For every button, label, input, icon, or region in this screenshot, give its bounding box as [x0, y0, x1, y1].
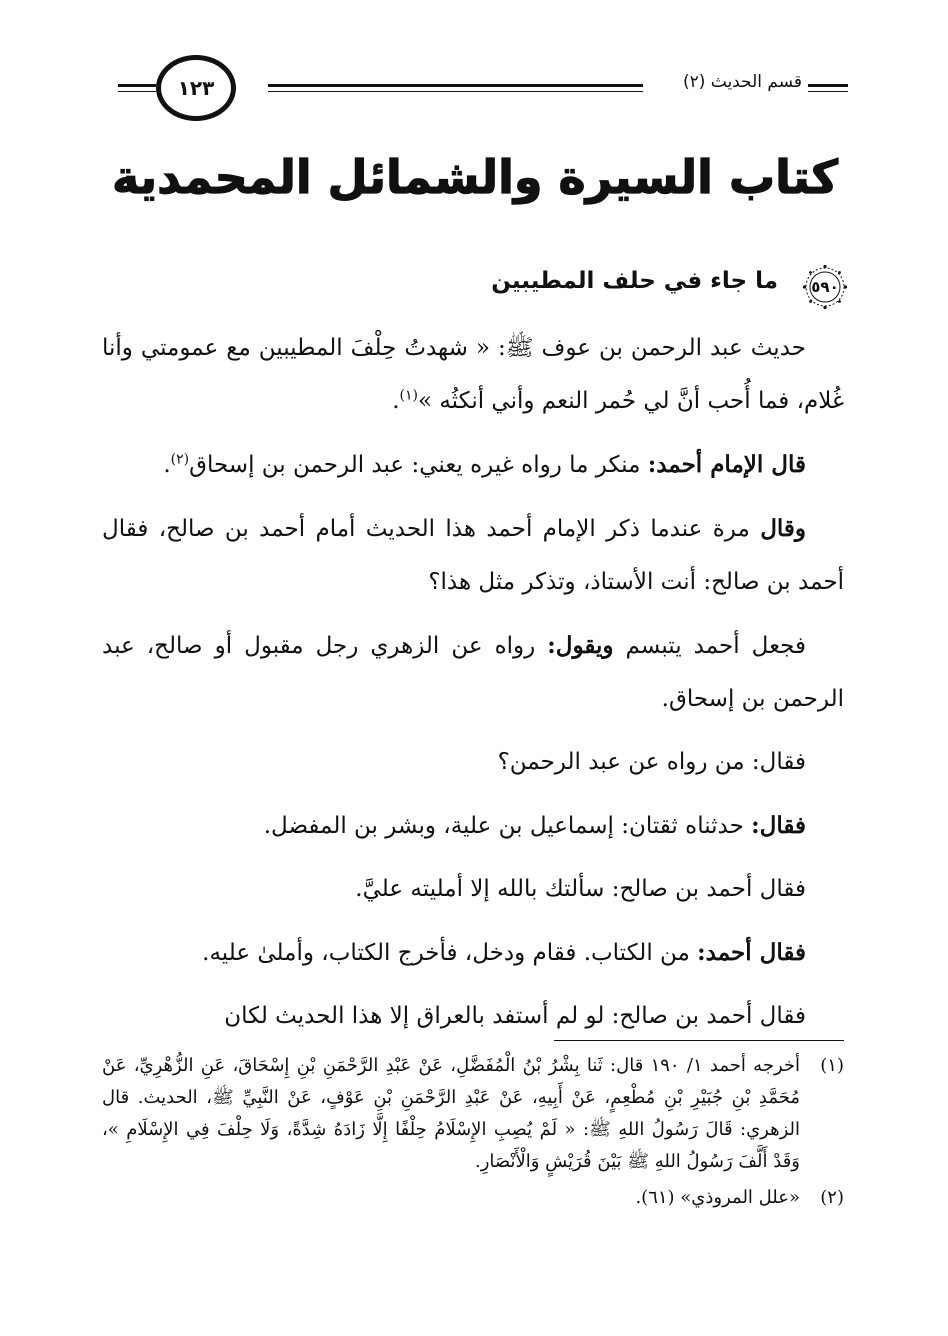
paragraph-4: [102, 619, 844, 726]
paragraph-text: حدثناه ثقتان: إسماعيل بن علية، وبشر بن المفضل.: [263, 813, 744, 839]
paragraph-text: من الكتاب. فقام ودخل، فأخرج الكتاب، وأملىٰ عليه.: [202, 940, 690, 966]
speaker-label: وقال: [760, 515, 807, 542]
paragraph-text: فقال: من رواه عن عبد الرحمن؟: [497, 749, 806, 775]
section-title: قسم الحديث (٢): [682, 72, 802, 92]
paragraph-end: .: [163, 452, 171, 478]
footnotes: [102, 1050, 844, 1218]
paragraph-5: [102, 736, 844, 789]
footnote-ref[interactable]: (١): [399, 387, 418, 404]
chapter-title: ما جاء في حلف المطيبين: [491, 268, 778, 294]
paragraph-text: فقال أحمد بن صالح: سألتك بالله إلا أمليته عليَّ.: [355, 876, 806, 902]
paragraph-7: [102, 863, 844, 916]
speaker-label: ويقول:: [547, 632, 614, 659]
paragraph-text: رواه عن الزهري رجل مقبول أو صالح، عبد الرحمن بن إسحاق.: [102, 633, 844, 712]
paragraph-1: [102, 322, 844, 428]
footnote-separator: [554, 1040, 844, 1041]
footnote-text: «علل المروذي» (٦١).: [635, 1187, 800, 1208]
page-number: ١٢٣: [156, 55, 236, 121]
chapter-heading: [288, 264, 848, 314]
speaker-label: فقال أحمد:: [697, 939, 806, 966]
paragraph-8: [102, 926, 844, 980]
chapter-number: ٥٩٠: [811, 278, 839, 296]
paragraph-2: [102, 438, 844, 492]
footnote-mark: (١): [820, 1055, 844, 1076]
paragraph-text: حديث عبد الرحمن بن عوف ﷺ: « شهدتُ حِلْفَ المطيبين مع عمومتي وأنا غُلام، فما أُحب أنَّ لي حُمر النعم وأني أنكثُه »: [102, 335, 844, 414]
paragraph-text: مرة عندما ذكر الإمام أحمد هذا الحديث أمام أحمد بن صالح، فقال أحمد بن صالح: أنت الأستاذ، وتذكر مثل هذا؟: [102, 516, 844, 595]
speaker-label: فقال:: [751, 812, 806, 839]
footnote-2: [102, 1182, 844, 1214]
paragraph-end: .: [392, 388, 400, 414]
speaker-label: قال الإمام أحمد:: [647, 451, 806, 478]
header-rule-left: [118, 84, 156, 87]
footnote-ref[interactable]: (٢): [170, 451, 190, 468]
footnote-1: [102, 1050, 844, 1178]
paragraph-text: منكر ما رواه غيره يعني: عبد الرحمن بن إسحاق: [189, 452, 641, 478]
book-title: كتاب السيرة والشمائل المحمدية: [112, 150, 838, 204]
header-rule-middle: [268, 84, 643, 87]
paragraph-9: [102, 990, 844, 1043]
footnote-mark: (٢): [820, 1187, 844, 1208]
paragraph-6: [102, 799, 844, 853]
paragraph-prefix: فجعل أحمد يتبسم: [625, 633, 807, 659]
main-text: [102, 322, 844, 1053]
paragraph-3: [102, 502, 844, 609]
paragraph-text: فقال أحمد بن صالح: لو لم أستفد بالعراق إلا هذا الحديث لكان: [224, 1003, 806, 1029]
running-header: [118, 52, 848, 122]
footnote-text: أخرجه أحمد ١/ ١٩٠ قال: ثَنا بِشْرُ بْنُ الْمُفَضَّلِ، عَنْ عَبْدِ الرَّحْمَنِ بْنِ إِسْحَاقَ، عَنِ الزُّهْرِيِّ، عَنْ مُحَمَّدِ بْنِ جُبَيْرِ بْنِ مُطْعِمٍ، عَنْ أَبِيهِ، عَنْ عَبْدِ الرَّحْمَنِ بْنِ عَوْفٍ، عَنْ النَّبِيِّ ﷺ، الحديث. قال الزهري: قَالَ رَسُولُ اللهِ ﷺ: « لَمْ يُصِبِ الإِسْلَامُ حِلْفًا إِلَّا زَادَهُ شِدَّةً، وَلَا حِلْفَ فِي الإِسْلَامِ »، وَقَدْ أَلَّفَ رَسُولُ اللهِ ﷺ بَيْنَ قُرَيْشٍ وَالْأَنْصَارِ.: [102, 1055, 801, 1172]
header-rule-right: [808, 84, 848, 87]
